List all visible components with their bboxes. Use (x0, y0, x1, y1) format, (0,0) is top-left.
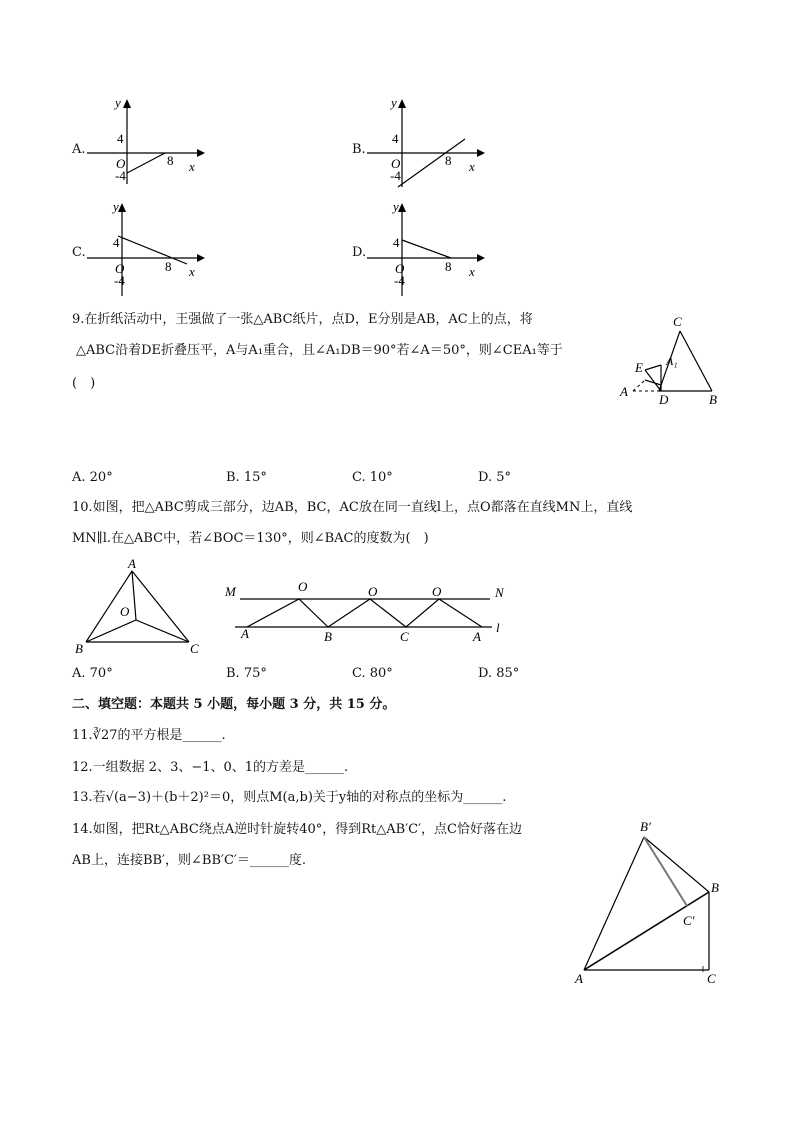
svg-text:8: 8 (445, 153, 452, 168)
q14-line2: AB上，连接BB′，则∠BB′C′＝______度. (72, 853, 306, 868)
graph-d (365, 196, 495, 296)
svg-text:-4: -4 (394, 273, 405, 288)
svg-text:x: x (189, 159, 195, 174)
svg-text:4: 4 (113, 235, 120, 250)
graph-a-line (127, 153, 165, 173)
section2-title: 二、填空题：本题共 5 小题，每小题 3 分，共 15 分。 (72, 697, 396, 712)
q10-option-d: D. 85° (478, 666, 520, 681)
q9-option-c: C. 10° (352, 470, 393, 485)
q10-figure-triangle (70, 555, 210, 660)
svg-text:-4: -4 (115, 168, 126, 183)
svg-text:A: A (473, 629, 481, 644)
q9-figure (615, 310, 725, 410)
svg-text:O: O (298, 579, 308, 594)
svg-text:8: 8 (165, 259, 172, 274)
svg-text:A: A (575, 971, 583, 986)
graph-d-option: D. (352, 245, 367, 260)
svg-text:4: 4 (117, 131, 124, 146)
svg-text:C: C (400, 629, 409, 644)
svg-text:B: B (709, 392, 717, 407)
svg-text:B: B (75, 641, 83, 656)
graph-b-option: B. (352, 142, 366, 157)
q10-figure-lines (220, 575, 520, 645)
svg-text:A₁: A₁ (666, 354, 678, 368)
q8-graphs (0, 0, 794, 310)
q10-line1: 10.如图，把△ABC剪成三部分，边AB，BC，AC放在同一直线l上，点O都落在直线MN上，直线 (72, 500, 633, 515)
svg-text:B′: B′ (640, 819, 651, 834)
q10-option-c: C. 80° (352, 666, 393, 681)
graph-c (85, 196, 215, 296)
q12-text: 12.一组数据 2、3、−1、0、1的方差是______. (72, 760, 349, 775)
svg-text:y: y (393, 199, 399, 214)
q10-option-b: B. 75° (226, 666, 267, 681)
q14-figure (570, 815, 730, 990)
q10-line2: MN∥l.在△ABC中，若∠BOC＝130°，则∠BAC的度数为( ) (72, 531, 429, 546)
graph-c-line (118, 236, 187, 264)
q9-option-b: B. 15° (226, 470, 267, 485)
svg-text:B: B (324, 629, 332, 644)
svg-text:y: y (113, 199, 119, 214)
graph-a-option: A. (72, 142, 86, 157)
svg-text:O: O (368, 584, 378, 599)
graph-b (365, 92, 495, 192)
svg-text:O: O (395, 261, 405, 276)
svg-text:O: O (116, 156, 126, 171)
graph-a-ylabel: y (115, 95, 121, 110)
svg-text:C: C (190, 641, 199, 656)
svg-text:A: A (128, 556, 136, 571)
svg-text:8: 8 (445, 259, 452, 274)
svg-text:A: A (241, 626, 249, 641)
svg-text:x: x (469, 264, 475, 279)
q14-line1: 14.如图，把Rt△ABC绕点A逆时针旋转40°，得到Rt△AB′C′，点C恰好落在边 (72, 822, 522, 837)
q9-line3: ( ) (72, 376, 96, 391)
q11-text: 11.∛27的平方根是______. (72, 728, 226, 743)
svg-text:A: A (620, 384, 628, 399)
svg-text:4: 4 (392, 131, 399, 146)
graph-a (85, 92, 215, 187)
q10-option-a: A. 70° (72, 666, 113, 681)
svg-text:y: y (391, 95, 397, 110)
svg-text:C: C (707, 971, 716, 986)
graph-c-option: C. (72, 245, 86, 260)
svg-text:N: N (495, 585, 504, 600)
q9-option-d: D. 5° (478, 470, 511, 485)
svg-text:O: O (120, 604, 130, 619)
svg-text:D: D (659, 392, 669, 407)
svg-text:B: B (711, 880, 719, 895)
q9-option-a: A. 20° (72, 470, 113, 485)
svg-text:O: O (115, 261, 125, 276)
svg-text:M: M (225, 584, 236, 599)
graph-d-line (402, 240, 451, 258)
svg-text:x: x (189, 264, 195, 279)
svg-text:C: C (673, 314, 682, 329)
svg-text:-4: -4 (390, 168, 401, 183)
svg-text:4: 4 (393, 235, 400, 250)
svg-text:8: 8 (167, 153, 174, 168)
svg-text:O: O (432, 584, 442, 599)
svg-text:O: O (391, 156, 401, 171)
svg-text:E: E (635, 360, 643, 375)
svg-text:-4: -4 (114, 273, 125, 288)
svg-text:C′: C′ (683, 913, 695, 928)
svg-text:x: x (469, 159, 475, 174)
q9-line2: △ABC沿着DE折叠压平，A与A₁重合，且∠A₁DB＝90°若∠A＝50°，则∠CEA₁等于 (76, 343, 563, 358)
q13-text: 13.若√(a−3)＋(b＋2)²＝0，则点M(a,b)关于y轴的对称点的坐标为______. (72, 790, 507, 805)
q9-line1: 9.在折纸活动中，王强做了一张△ABC纸片，点D，E分别是AB，AC上的点，将 (72, 312, 533, 327)
graph-b-line (398, 139, 465, 187)
svg-text:l: l (496, 620, 500, 635)
